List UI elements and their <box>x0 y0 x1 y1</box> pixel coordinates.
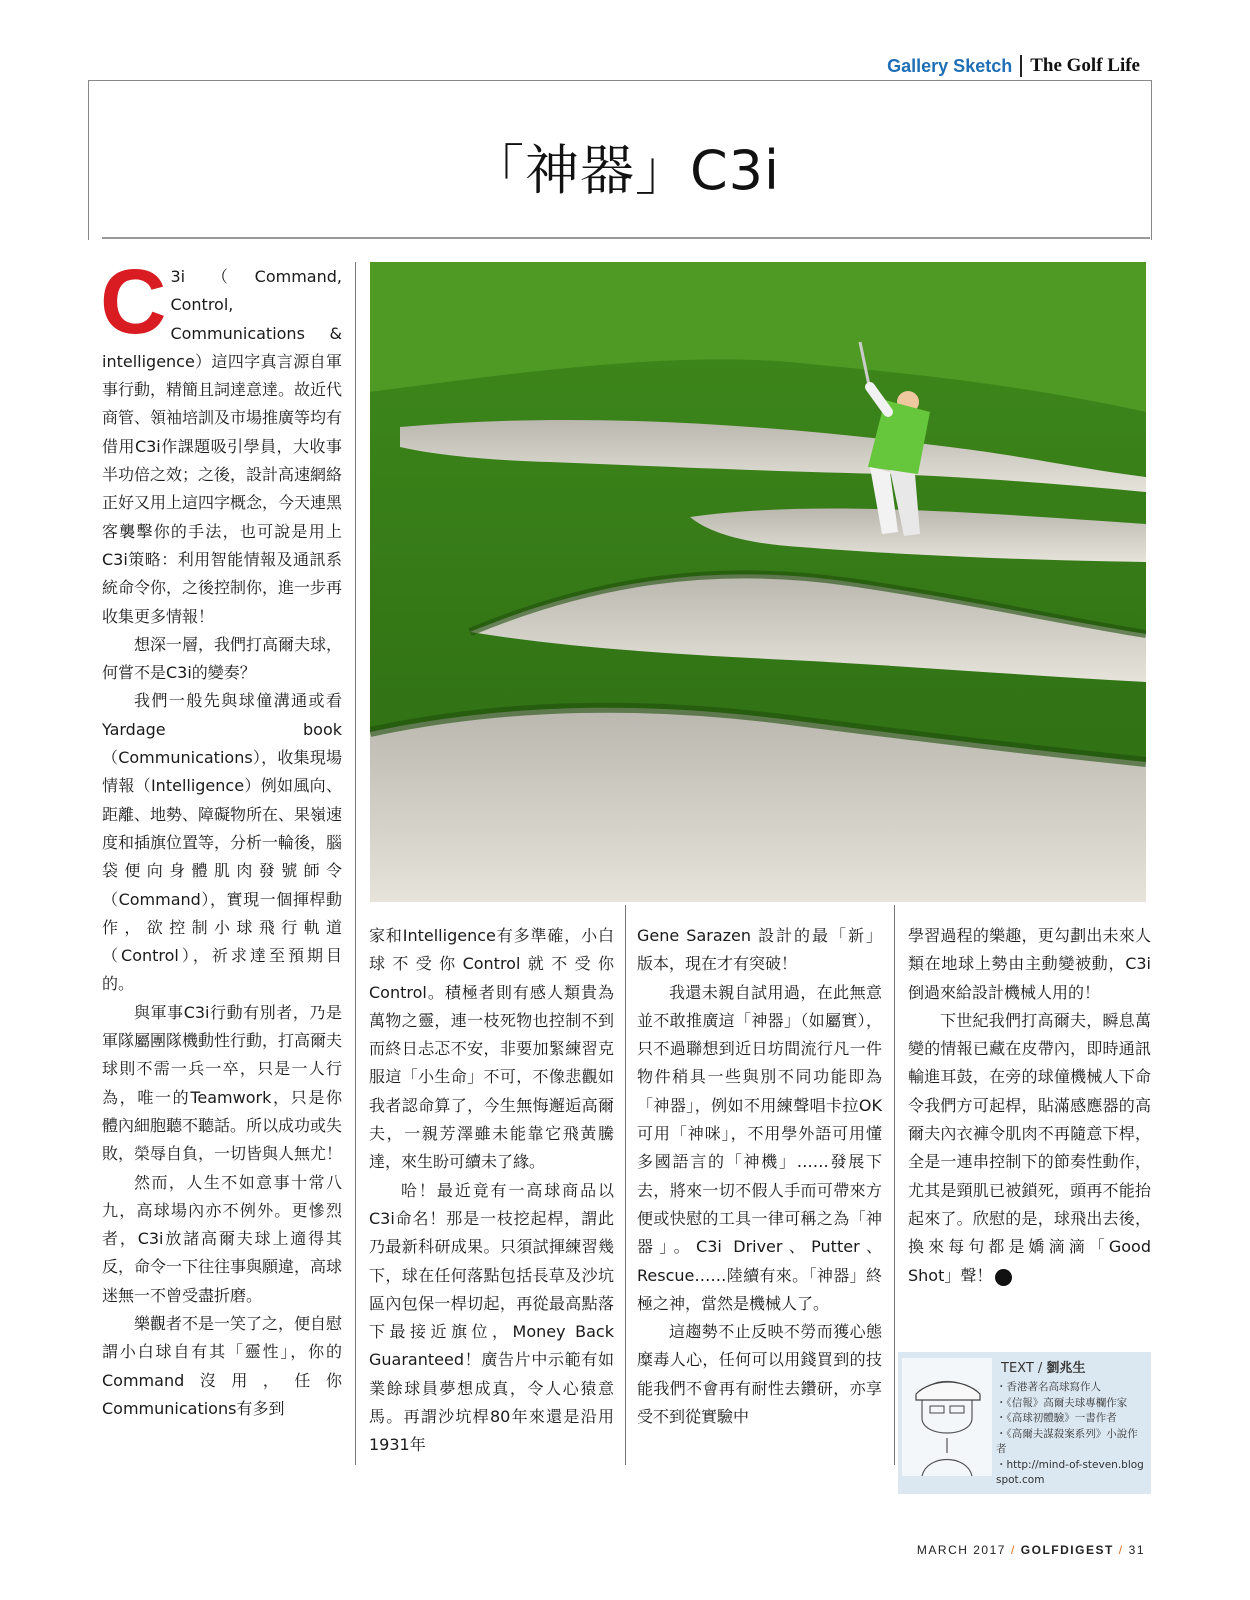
page-number: 31 <box>1128 1543 1145 1557</box>
author-name: 劉兆生 <box>1046 1361 1086 1376</box>
header-divider <box>1020 55 1022 77</box>
title-divider <box>102 237 1150 239</box>
paragraph: 家和Intelligence有多準確，小白球不受你Control就不受你Control。積極者則有感人類貴為萬物之靈，連一枝死物也控制不到而終日忐忑不安，非要加緊練習克服這「小生命」不可，不像悲觀如我者認命算了，今生無悔邂逅高爾夫，一親芳澤雖未能靠它飛黃騰達，來生盼可續未了緣。 <box>369 926 614 1172</box>
bio-item: ・ 香港著名高球寫作人 <box>996 1380 1146 1396</box>
article-column-1 <box>100 251 343 1423</box>
paragraph: 然而，人生不如意事十常八九，高球場內亦不例外。更慘烈者，C3i放諸高爾夫球上適得其反，命令一下往往事與願違，高球迷無一不曾受盡折磨。 <box>102 1172 343 1305</box>
article-column-2 <box>369 922 614 1460</box>
golf-bunker-photo <box>370 262 1146 902</box>
drop-cap: C <box>100 251 167 353</box>
paragraph: 3i（Command, Control, Communications & intelligence）這四字真言源自軍事行動，精簡且詞達意達。故近代商管、領袖培訓及市場推廣等均有借用C3i作課題吸引學員，大收事半功倍之效；之後，設計高速網絡正好又用上這四字概念，今天連黑客襲擊你的手法，也可說是用上C3i策略：利用智能情報及通訊系統命令你，之後控制你，進一步再收集更多情報！ <box>102 267 343 626</box>
paragraph: Gene Sarazen 設計的最「新」版本，現在才有突破！ <box>637 926 882 974</box>
paragraph: 我還未親自試用過，在此無意並不敢推廣這「神器」（如屬實），只不過聯想到近日坊間流行凡一件物件稍具一些與別不同功能即為「神器」，例如不用練聲唱卡拉OK可用「神咪」，不用學外語可用懂多國語言的「神機」……發展下去，將來一切不假人手而可帶來方便或快慰的工具一律可稱之為「神器」。C3i Driver、Putter、Rescue……陸續有來。「神器」終極之神，當然是機械人了。 <box>637 982 882 1313</box>
magazine-logo: The Golf Life <box>1030 55 1140 76</box>
article-column-3 <box>637 922 882 1431</box>
column-divider <box>355 262 356 1465</box>
author-portrait <box>902 1358 992 1476</box>
running-header <box>887 52 1140 80</box>
paragraph: 樂觀者不是一笑了之，便自慰謂小白球自有其「靈性」，你的Command沒用，任你Communications有多到 <box>102 1313 343 1418</box>
frame-top-line <box>88 80 1151 81</box>
article-title: 「神器」C3i <box>469 139 781 202</box>
paragraph: 哈！最近竟有一高球商品以C3i命名！那是一枝挖起桿，謂此乃最新科研成果。只須試揮練習幾下，球在任何落點包括長草及沙坑區內包保一桿切起，再從最高點落下最接近旗位，Money Back Guaranteed！廣告片中示範有如業餘球員夢想成真，令人心猿意馬。再謂沙坑桿80年來還是沿用1931年 <box>369 1180 614 1455</box>
paragraph: 想深一層，我們打高爾夫球，何嘗不是C3i的變奏？ <box>102 634 343 683</box>
section-name: Gallery Sketch <box>887 55 1013 76</box>
bio-item: ・ http://mind-of-steven.blogspot.com <box>996 1458 1146 1489</box>
end-mark-icon: G <box>995 1269 1012 1286</box>
column-divider <box>894 905 895 1465</box>
issue-date: MARCH 2017 <box>916 1543 1006 1557</box>
paragraph: 我們一般先與球僮溝通或看Yardage book（Communications），收集現場情報（Intelligence）例如風向、距離、地勢、障礙物所在、果嶺速度和插旗位置等，分析一輪後，腦袋便向身體肌肉發號師令（Command），實現一個揮桿動作，欲控制小球飛行軌道（Control），祈求達至預期目的。 <box>102 691 343 994</box>
paragraph: 學習過程的樂趣，更勾劃出未來人類在地球上勢由主動變被動，C3i倒過來給設計機械人用的！ <box>908 926 1151 1002</box>
paragraph: 下世紀我們打高爾夫，瞬息萬變的情報已藏在皮帶內，即時通訊輸進耳鼓，在旁的球僮機械人下命令我們方可起桿，貼滿感應器的高爾夫內衣褲令肌肉不再隨意下桿，全是一連串控制下的節奏性動作，尤其是頸肌已被鎖死，頭再不能抬起來了。欣慰的是，球飛出去後，換來每句都是嬌滴滴「Good Shot」聲！ <box>908 1010 1151 1285</box>
author-credit: TEXT / 劉兆生 <box>1001 1361 1086 1376</box>
page-footer: MARCH 2017 / GOLFDIGEST / 31 <box>916 1543 1145 1557</box>
author-bio-list <box>996 1380 1146 1489</box>
article-column-4 <box>908 922 1151 1290</box>
bio-item: ・ 《高球初體驗》一書作者 <box>996 1411 1146 1427</box>
author-box <box>898 1352 1151 1494</box>
column-divider <box>625 905 626 1465</box>
footer-magazine: GOLFDIGEST <box>1020 1543 1114 1557</box>
bio-item: ・ 《高爾夫謀殺案系列》小說作者 <box>996 1427 1146 1458</box>
paragraph: 與軍事C3i行動有別者，乃是軍隊屬團隊機動性行動，打高爾夫球則不需一兵一卒，只是一人行為，唯一的Teamwork，只是你體內細胞聽不聽話。所以成功或失敗，榮辱自負，一切皆與人無尤！ <box>102 1002 343 1164</box>
paragraph: 這趨勢不止反映不勞而獲心態糜毒人心，任何可以用錢買到的技能我們不會再有耐性去鑽研，亦享受不到從實驗中 <box>637 1322 882 1427</box>
bio-item: ・ 《信報》高爾夫球專欄作家 <box>996 1396 1146 1412</box>
